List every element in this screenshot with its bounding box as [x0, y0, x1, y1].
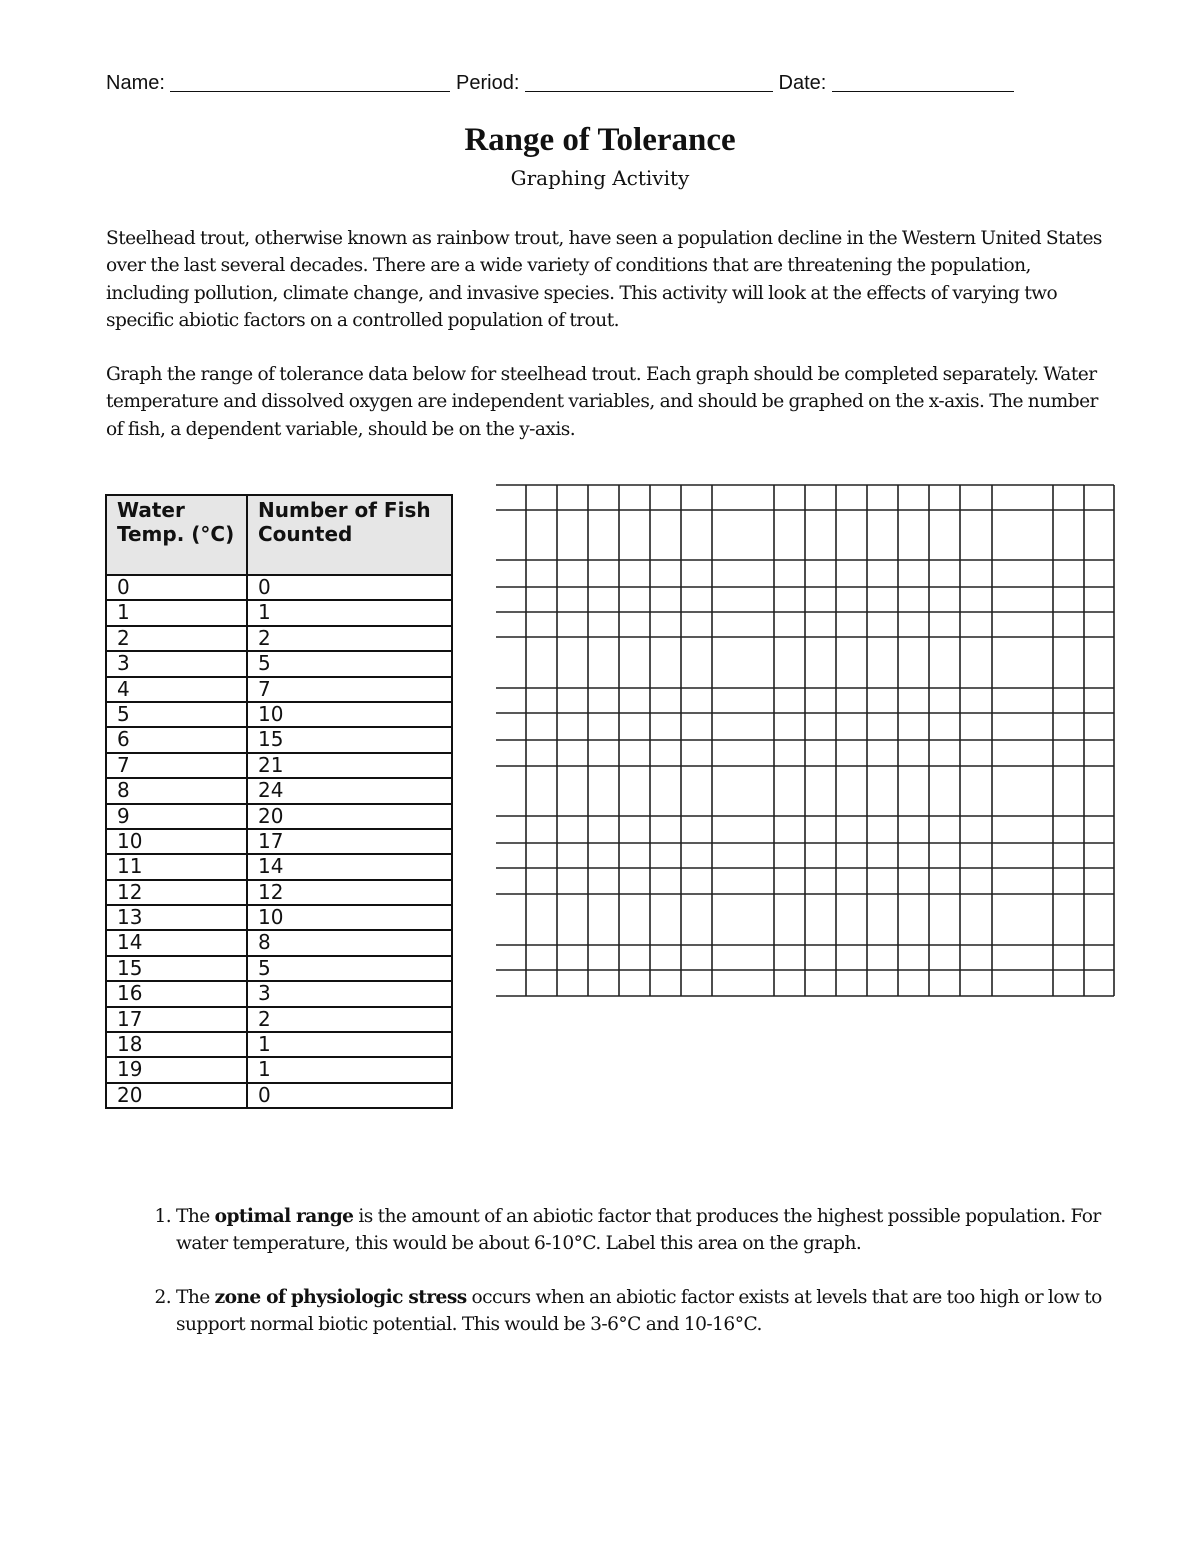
water-temp-cell: 4	[106, 677, 247, 702]
water-temp-cell: 12	[106, 880, 247, 905]
fish-count-cell: 21	[247, 753, 452, 778]
water-temp-cell: 0	[106, 575, 247, 600]
instructions-paragraph: Graph the range of tolerance data below for steelhead trout. Each graph should be completed separately. Water temperature and dissolved oxygen are independent variables, and should be graphed on the x-axis. The number of fish, a dependent variable, should be on the y-axis.	[106, 364, 1098, 440]
fish-count-cell: 24	[247, 778, 452, 803]
period-label: Period:	[456, 72, 520, 94]
water-temp-cell: 9	[106, 804, 247, 829]
question-1: 1. The optimal range is the amount of an abiotic factor that produces the highest possible population. For water temperature, this would be about 6-10°C. Label this area on the graph.	[176, 1203, 1136, 1258]
term-optimal-range: optimal range	[214, 1206, 354, 1227]
water-temp-cell: 6	[106, 727, 247, 752]
water-temp-cell: 7	[106, 753, 247, 778]
water-temp-cell: 14	[106, 930, 247, 955]
fish-count-cell: 0	[247, 1083, 452, 1108]
water-temp-cell: 19	[106, 1057, 247, 1082]
column-header-fish-count: Number of Fish Counted	[247, 495, 452, 575]
fish-count-cell: 20	[247, 804, 452, 829]
intro-paragraph: Steelhead trout, otherwise known as rainbow trout, have seen a population decline in the Western United States over the last several decades. There are a wide variety of conditions that are threatening the population, including pollution, climate change, and invasive species. This activity will look at the effects of varying two specific abiotic factors on a controlled population of trout.	[106, 228, 1102, 331]
name-label: Name:	[106, 72, 165, 94]
fish-count-cell: 3	[247, 981, 452, 1006]
fish-count-cell: 12	[247, 880, 452, 905]
water-temp-cell: 8	[106, 778, 247, 803]
questions-list	[130, 1203, 1136, 1364]
fish-count-cell: 7	[247, 677, 452, 702]
water-temp-cell: 20	[106, 1083, 247, 1108]
fish-count-cell: 5	[247, 956, 452, 981]
fish-count-cell: 1	[247, 1032, 452, 1057]
water-temp-cell: 17	[106, 1007, 247, 1032]
fish-count-cell: 15	[247, 727, 452, 752]
fish-count-cell: 8	[247, 930, 452, 955]
water-temp-cell: 2	[106, 626, 247, 651]
water-temp-cell: 16	[106, 981, 247, 1006]
fish-count-cell: 2	[247, 626, 452, 651]
water-temp-cell: 3	[106, 651, 247, 676]
water-temp-cell: 10	[106, 829, 247, 854]
water-temp-cell: 11	[106, 854, 247, 879]
fish-count-cell: 14	[247, 854, 452, 879]
fish-count-cell: 1	[247, 1057, 452, 1082]
water-temp-cell: 15	[106, 956, 247, 981]
fish-count-cell: 2	[247, 1007, 452, 1032]
term-zone-of-physiologic-stress: zone of physiologic stress	[214, 1286, 467, 1308]
question-2: 2. The zone of physiologic stress occurs when an abiotic factor exists at levels that are too high or low to support normal biotic potential. This would be 3-6°C and 10-16°C.	[176, 1284, 1136, 1339]
page-title: Range of Tolerance	[464, 122, 736, 158]
fish-count-cell: 10	[247, 905, 452, 930]
page-subtitle: Graphing Activity	[510, 166, 690, 190]
fish-count-cell: 0	[247, 575, 452, 600]
fish-count-cell: 17	[247, 829, 452, 854]
fish-count-cell: 5	[247, 651, 452, 676]
column-header-water-temp: Water Temp. (°C)	[106, 495, 247, 575]
date-label: Date:	[778, 72, 827, 94]
water-temp-cell: 5	[106, 702, 247, 727]
fish-count-cell: 1	[247, 600, 452, 625]
fish-count-cell: 10	[247, 702, 452, 727]
water-temp-cell: 1	[106, 600, 247, 625]
water-temp-cell: 18	[106, 1032, 247, 1057]
water-temp-cell: 13	[106, 905, 247, 930]
